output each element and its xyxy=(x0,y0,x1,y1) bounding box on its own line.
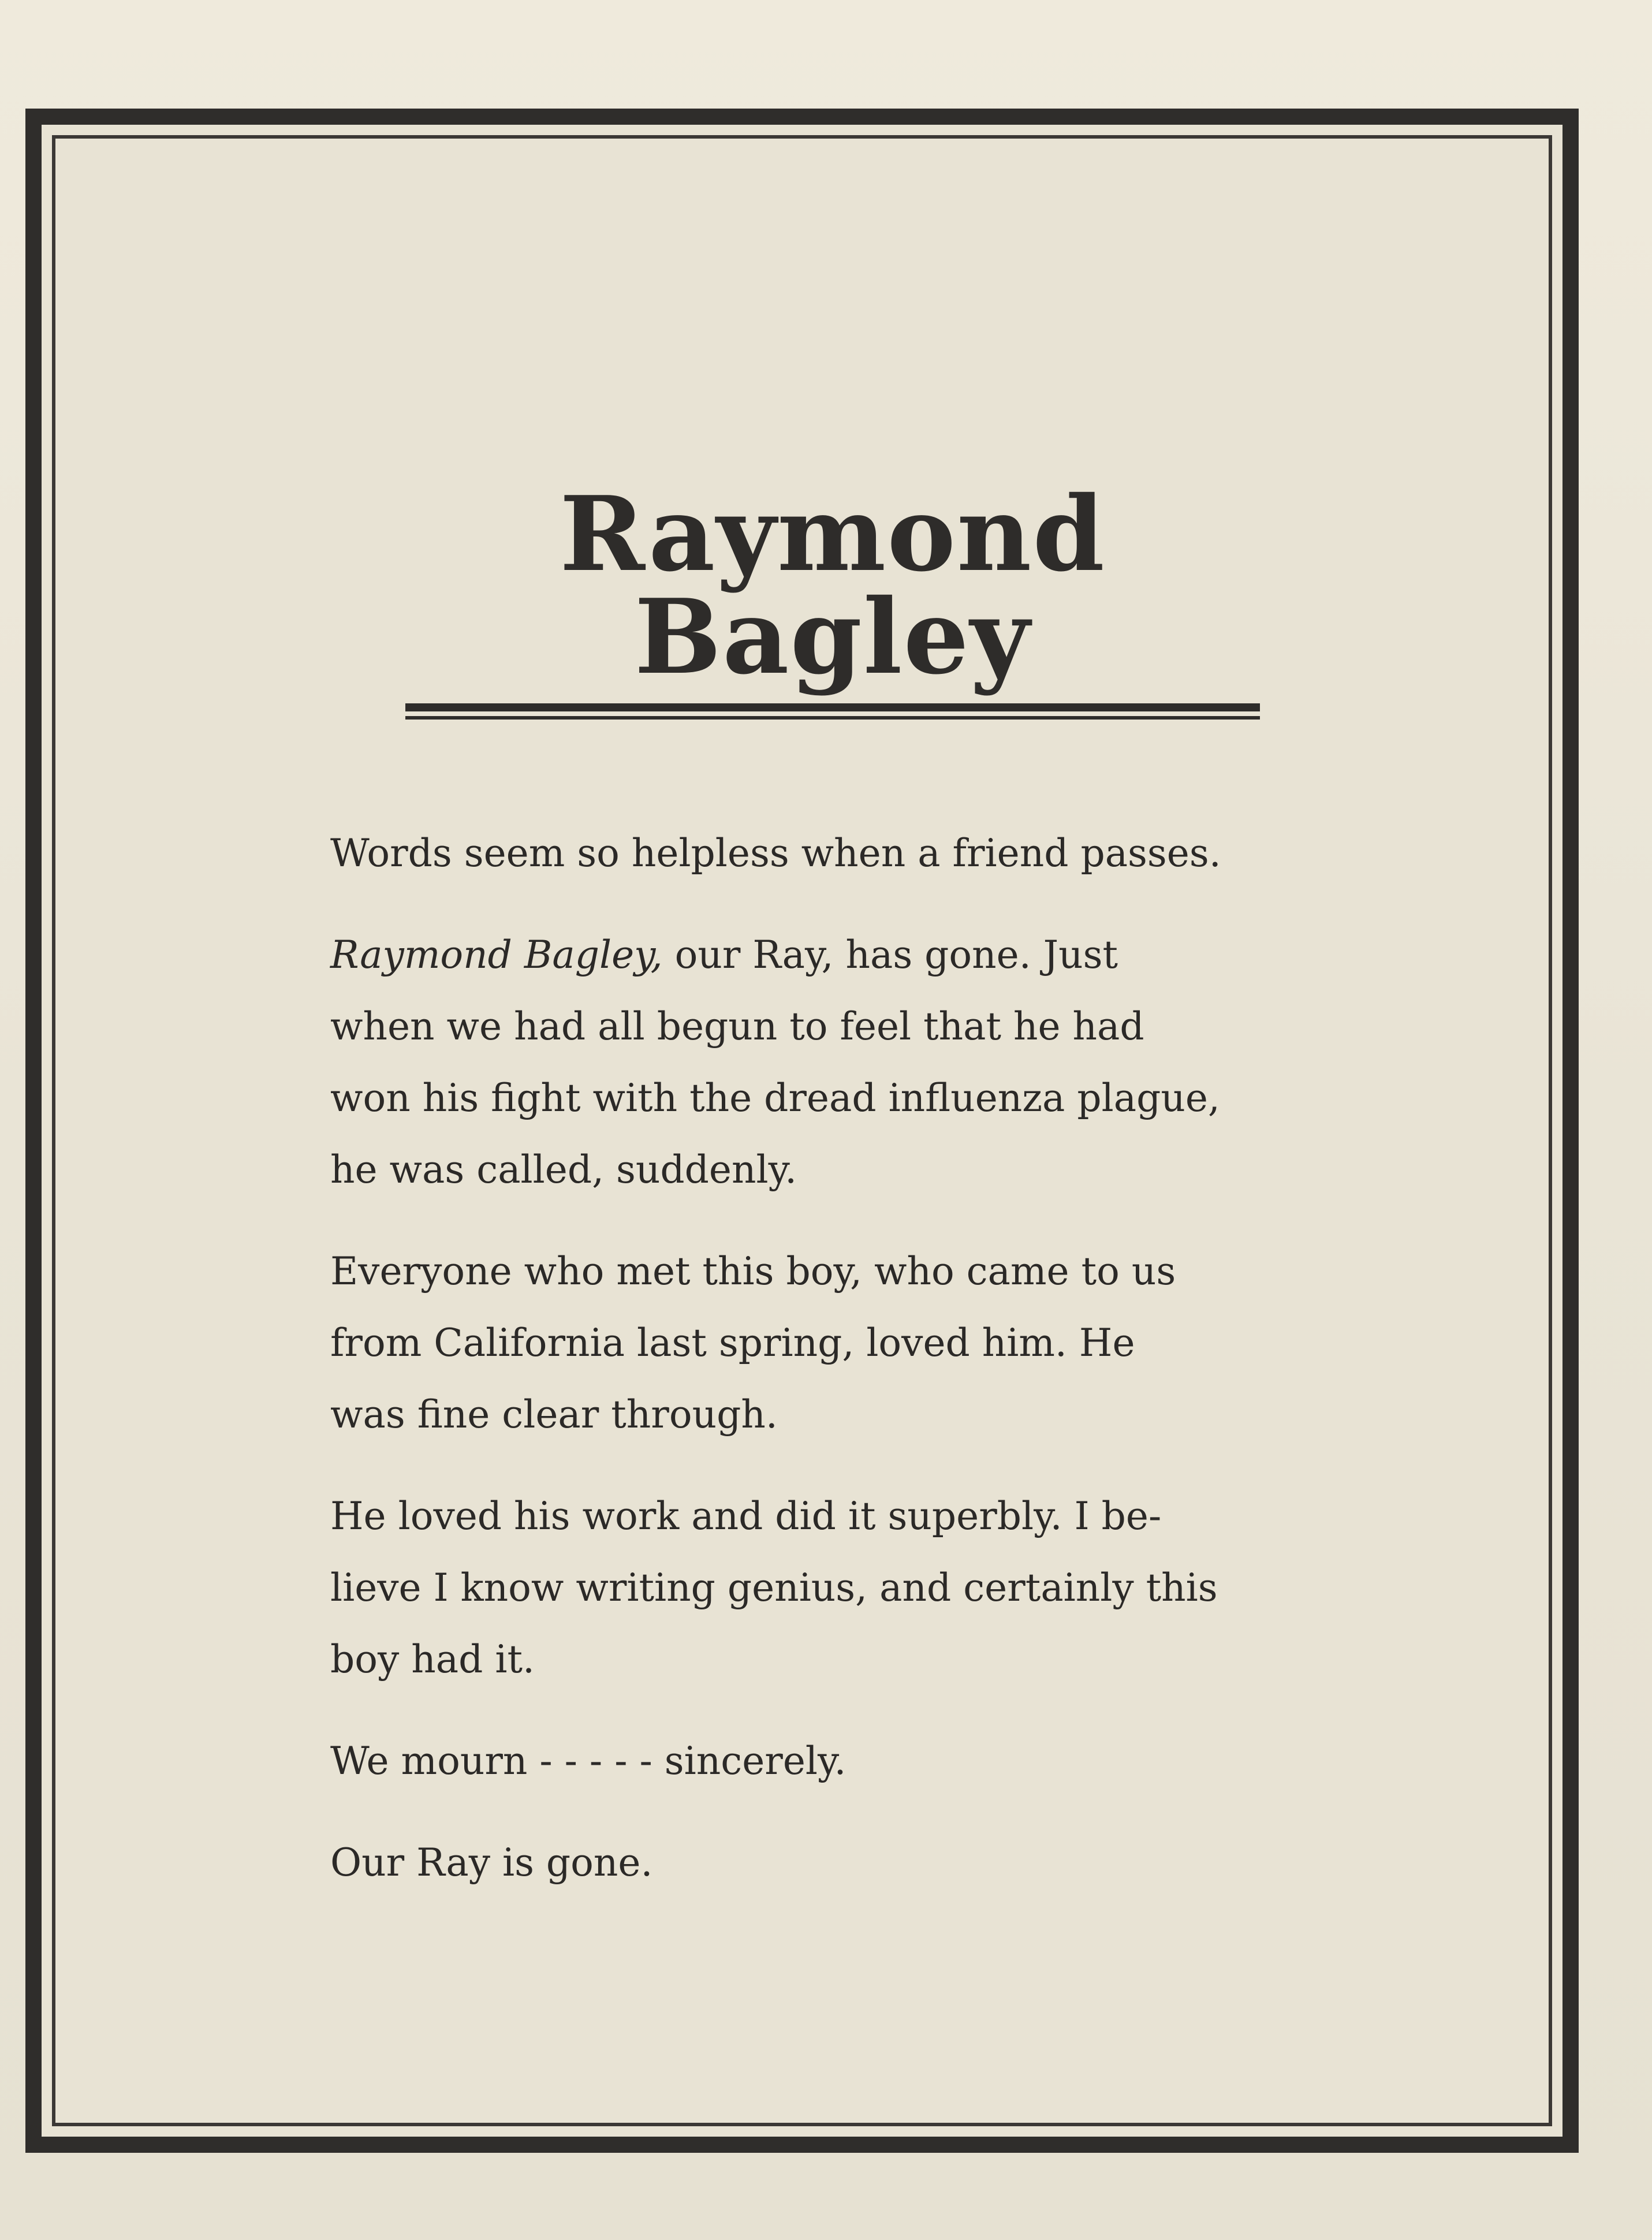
paragraph-2-name: Raymond Bagley, xyxy=(330,933,663,977)
paragraph-1 xyxy=(330,818,1370,889)
paragraph-4 xyxy=(330,1481,1370,1695)
paragraph-5-text: We mourn - - - - - sincerely. xyxy=(330,1739,846,1783)
paragraph-2-line-1: our Ray, has gone. Just xyxy=(662,933,1118,977)
title-block xyxy=(388,474,1277,720)
paragraph-4-line-3: boy had it. xyxy=(330,1637,535,1682)
paragraph-2-line-2: when we had all begun to feel that he had xyxy=(330,1004,1144,1049)
paragraph-4-line-1: He loved his work and did it superbly. I be- xyxy=(330,1494,1162,1538)
paragraph-4-line-2: lieve I know writing genius, and certainly this xyxy=(330,1566,1218,1610)
title-underline-thin xyxy=(405,716,1260,720)
paragraph-2-line-4: he was called, suddenly. xyxy=(330,1147,797,1192)
paragraph-3-line-1: Everyone who met this boy, who came to us xyxy=(330,1249,1176,1294)
memorial-border-frame xyxy=(25,109,1579,2153)
paragraph-3-line-3: was fine clear through. xyxy=(330,1392,778,1437)
paragraph-2 xyxy=(330,919,1370,1206)
paragraph-5 xyxy=(330,1725,1370,1797)
paragraph-3 xyxy=(330,1236,1370,1451)
paragraph-2-line-3: won his fight with the dread influenza plague, xyxy=(330,1076,1220,1120)
memorial-body xyxy=(330,818,1370,1929)
title-underline-thick xyxy=(405,703,1260,711)
memorial-content xyxy=(42,125,1562,2137)
paragraph-1-text: Words seem so helpless when a friend passes. xyxy=(330,831,1221,875)
paragraph-3-line-2: from California last spring, loved him. He xyxy=(330,1321,1135,1365)
paragraph-6-text: Our Ray is gone. xyxy=(330,1840,653,1885)
paragraph-6 xyxy=(330,1827,1370,1899)
page-title: Raymond Bagley xyxy=(560,474,1106,697)
